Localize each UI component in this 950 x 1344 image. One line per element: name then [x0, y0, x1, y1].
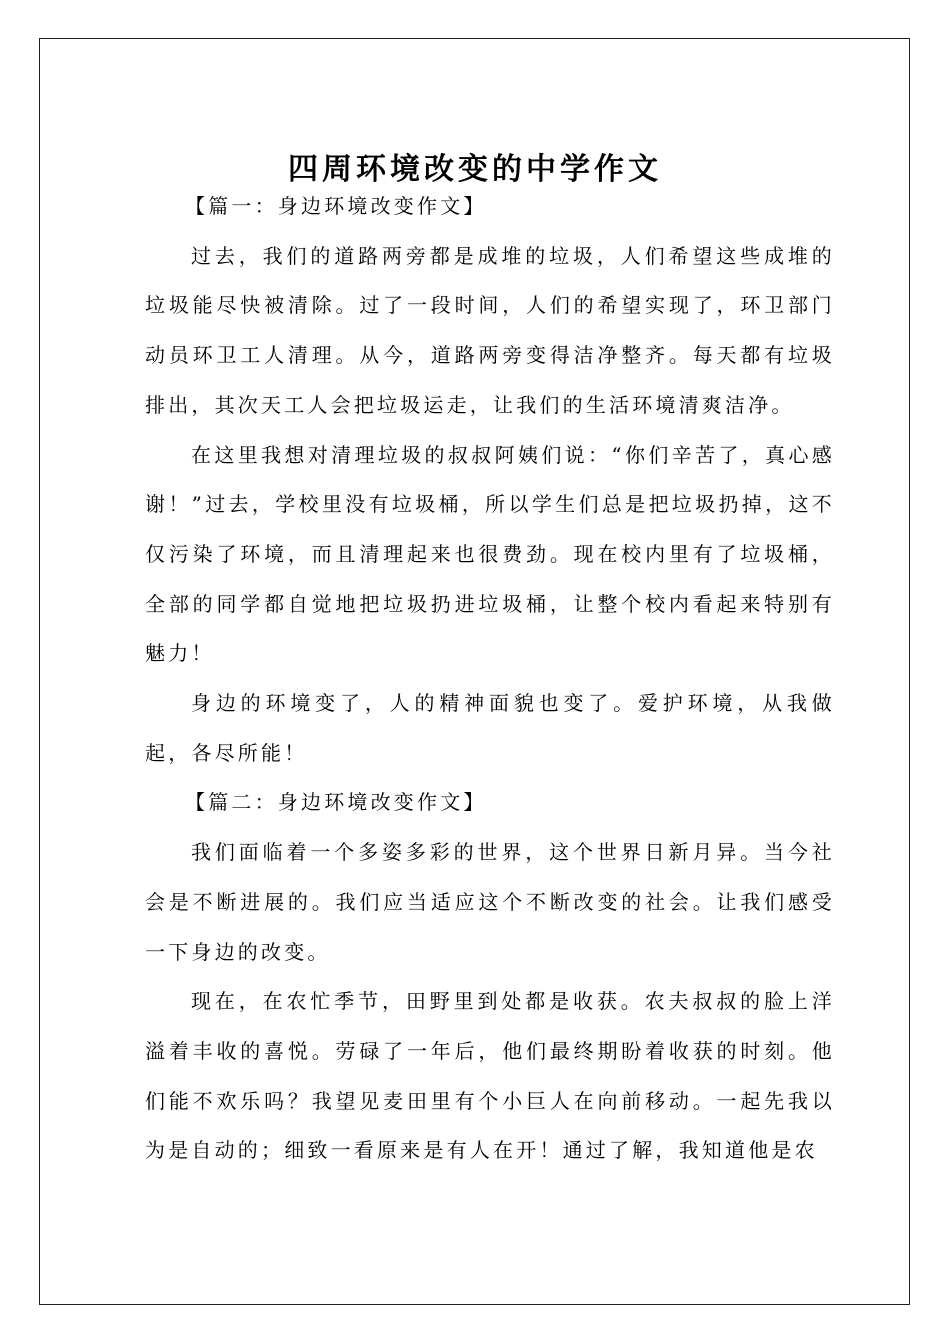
paragraph-2: 在这里我想对清理垃圾的叔叔阿姨们说：“你们辛苦了，真心感谢！”过去，学校里没有垃圾桶，所以学生们总是把垃圾扔掉，这不仅污染了环境，而且清理起来也很费劲。现在校内里有了垃圾桶，全部的同学都自觉地把垃圾扔进垃圾桶，让整个校内看起来特别有魅力！ [145, 442, 835, 666]
document-body [145, 182, 835, 1176]
paragraph-5: 现在，在农忙季节，田野里到处都是收获。农夫叔叔的脸上洋溢着丰收的喜悦。劳碌了一年后，他们最终期盼着收获的时刻。他们能不欢乐吗？我望见麦田里有个小巨人在向前移动。一起先我以为是自动的；细致一看原来是有人在开！通过了解，我知道他是农 [145, 989, 835, 1163]
paragraph-1: 过去，我们的道路两旁都是成堆的垃圾，人们希望这些成堆的垃圾能尽快被清除。过了一段时间，人们的希望实现了，环卫部门动员环卫工人清理。从今，道路两旁变得洁净整齐。每天都有垃圾排出，其次天工人会把垃圾运走，让我们的生活环境清爽洁净。 [145, 243, 835, 417]
paragraph-4: 我们面临着一个多姿多彩的世界，这个世界日新月异。当今社会是不断进展的。我们应当适应这个不断改变的社会。让我们感受一下身边的改变。 [145, 840, 835, 964]
paragraph-3: 身边的环境变了，人的精神面貌也变了。爱护环境，从我做起，各尽所能！ [145, 691, 835, 765]
document-title: 四周环境改变的中学作文 [288, 152, 662, 188]
section-heading-2: 【篇二：身边环境改变作文】 [185, 790, 487, 815]
section-heading-1: 【篇一：身边环境改变作文】 [185, 194, 487, 218]
